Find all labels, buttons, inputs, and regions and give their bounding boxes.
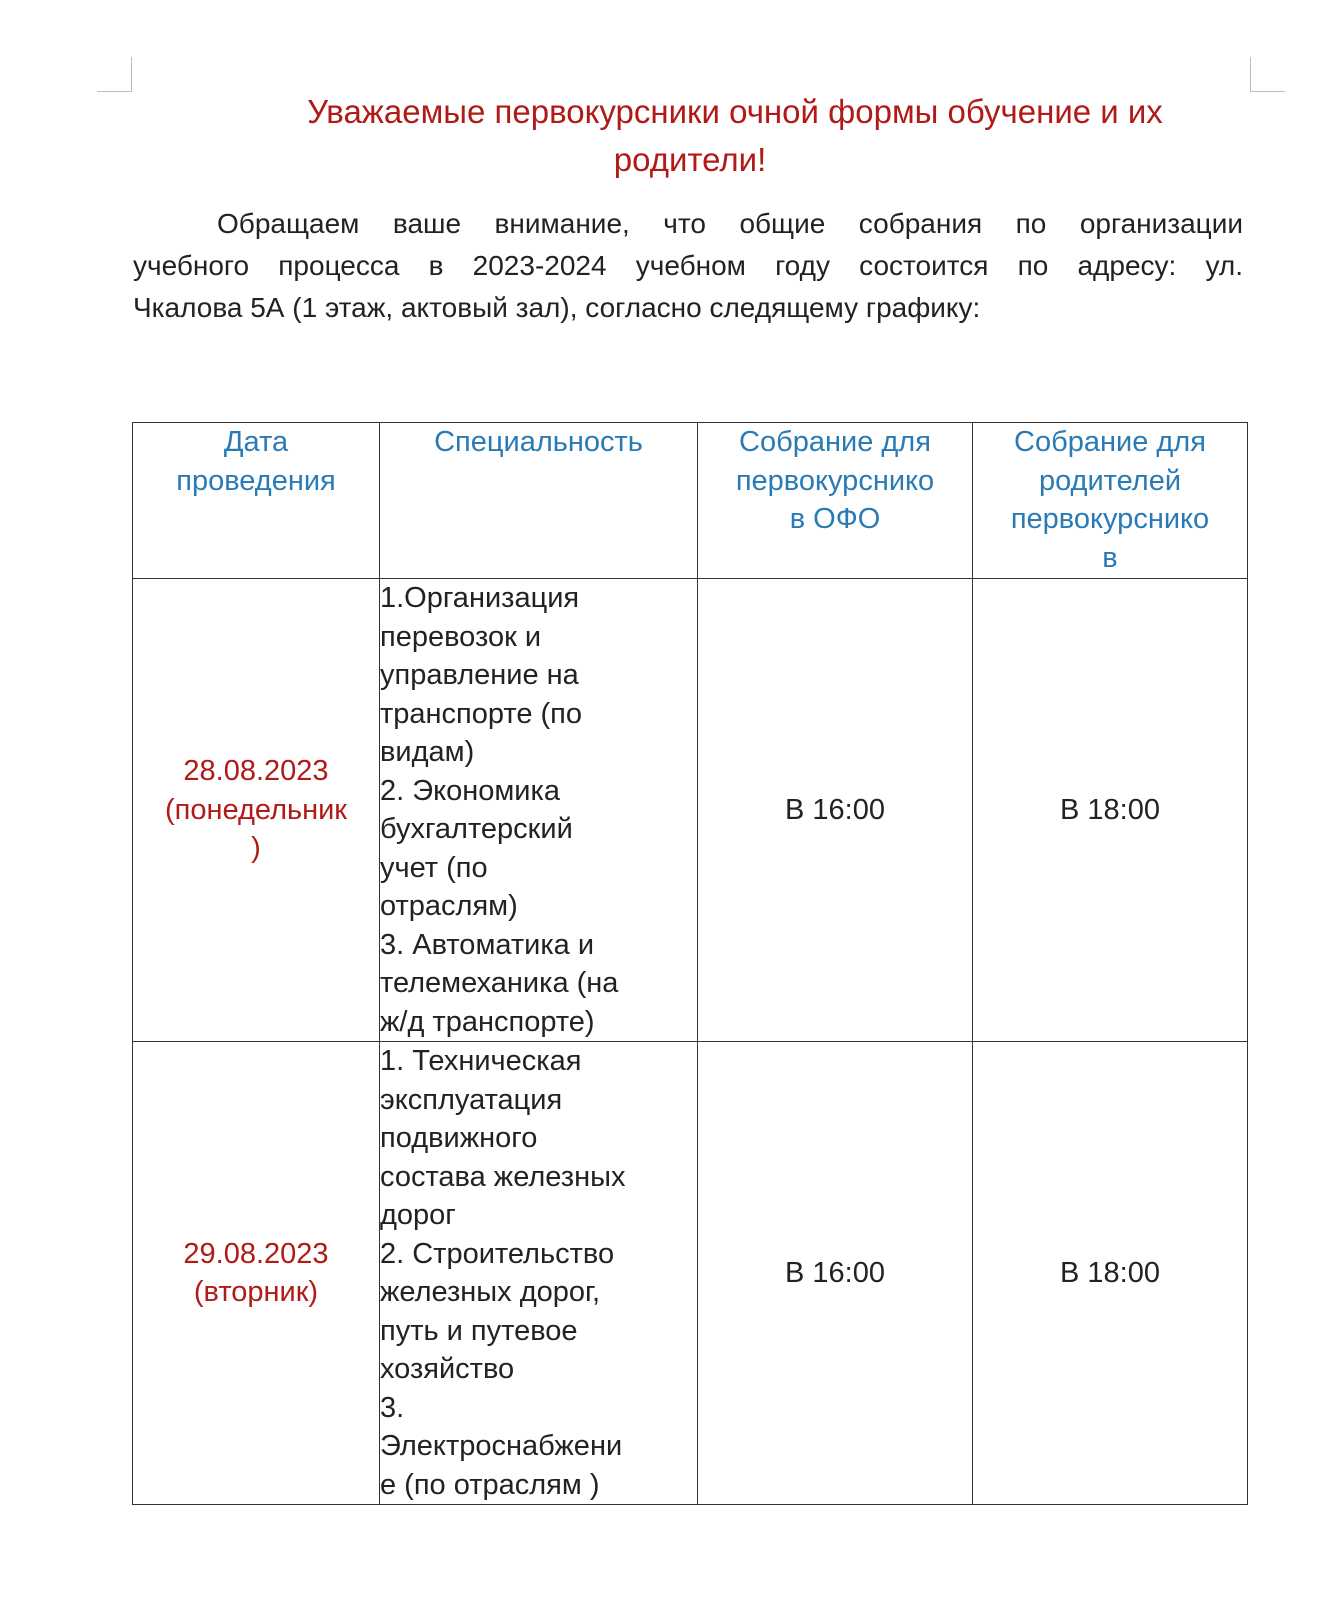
specialty-line: Электроснабжени xyxy=(380,1430,623,1462)
header-parents-line: в xyxy=(1102,541,1118,574)
row-date-line: (вторник) xyxy=(193,1276,319,1308)
row-students-time: В 16:00 xyxy=(698,1042,973,1505)
specialty-line: эксплуатация xyxy=(380,1083,563,1116)
specialty-line: бухгалтерский xyxy=(380,813,573,845)
specialty-line: подвижного xyxy=(380,1122,538,1154)
specialty-line: ж/д транспорте) xyxy=(380,1005,595,1038)
header-students-line: в ОФО xyxy=(789,503,881,535)
page-corner-mark-right xyxy=(1250,57,1285,92)
specialty-line: 2. Строительство xyxy=(380,1237,615,1270)
header-students-line: первокурснико xyxy=(735,464,935,497)
header-date-line: проведения xyxy=(176,464,336,497)
specialty-line: видам) xyxy=(380,736,475,768)
specialty-line: перевозок и xyxy=(380,620,542,653)
table-row xyxy=(133,579,1248,1042)
header-parents-line: Собрание для xyxy=(1014,426,1206,458)
intro-line-3: Чкалова 5А (1 этаж, актовый зал), согласно следящему графику: xyxy=(133,292,981,323)
header-date-line: Дата xyxy=(223,426,289,458)
specialty-line: 2. Экономика xyxy=(380,774,560,807)
row-specialty xyxy=(380,1042,698,1505)
row-date-line: ) xyxy=(251,832,261,865)
specialty-line: путь и путевое xyxy=(380,1314,578,1347)
intro-line-1: Обращаем ваше внимание, что общие собрания по организации xyxy=(217,208,1243,239)
row-date xyxy=(133,579,380,1042)
header-specialty xyxy=(380,423,698,579)
schedule-table xyxy=(132,422,1248,1505)
row-date-line: 29.08.2023 xyxy=(183,1237,329,1270)
row-date xyxy=(133,1042,380,1505)
intro-line-2: учебного процесса в 2023-2024 учебном году состоится по адресу: ул. xyxy=(133,250,1243,281)
title-line-2: родители! xyxy=(613,141,767,178)
header-students-line: Собрание для xyxy=(739,426,931,458)
intro-paragraph xyxy=(133,203,1243,329)
title-line-1: Уважаемые первокурсники очной формы обучение и их xyxy=(307,93,1163,130)
specialty-line: управление на xyxy=(380,659,579,691)
header-parents-meeting xyxy=(973,423,1248,579)
specialty-line: телемеханика (на xyxy=(380,967,619,999)
row-parents-time: В 18:00 xyxy=(973,579,1248,1042)
specialty-line: дорог xyxy=(380,1199,456,1231)
specialty-line: хозяйство xyxy=(380,1353,515,1385)
table-header-row xyxy=(133,423,1248,579)
row-date-line: (понедельник xyxy=(164,793,347,826)
row-date-line: 28.08.2023 xyxy=(183,755,329,788)
header-students-meeting xyxy=(698,423,973,579)
specialty-line: 3. xyxy=(380,1391,405,1424)
specialty-line: е (по отраслям ) xyxy=(380,1468,600,1501)
specialty-line: железных дорог, xyxy=(380,1276,601,1308)
row-students-time: В 16:00 xyxy=(698,579,973,1042)
specialty-line: 1.Организация xyxy=(380,582,580,614)
row-specialty xyxy=(380,579,698,1042)
page-corner-mark-left xyxy=(97,57,132,92)
specialty-line: состава железных xyxy=(380,1160,626,1193)
document-title xyxy=(160,88,1220,184)
specialty-line: 1. Техническая xyxy=(380,1045,582,1077)
specialty-line: транспорте (по xyxy=(380,697,583,730)
header-specialty-line: Специальность xyxy=(434,426,643,458)
specialty-line: отраслям) xyxy=(380,890,518,922)
header-parents-line: первокурснико xyxy=(1010,503,1210,535)
header-date xyxy=(133,423,380,579)
table-row xyxy=(133,1042,1248,1505)
row-parents-time: В 18:00 xyxy=(973,1042,1248,1505)
header-parents-line: родителей xyxy=(1038,464,1182,497)
specialty-line: 3. Автоматика и xyxy=(380,928,595,961)
specialty-line: учет (по xyxy=(380,851,488,884)
